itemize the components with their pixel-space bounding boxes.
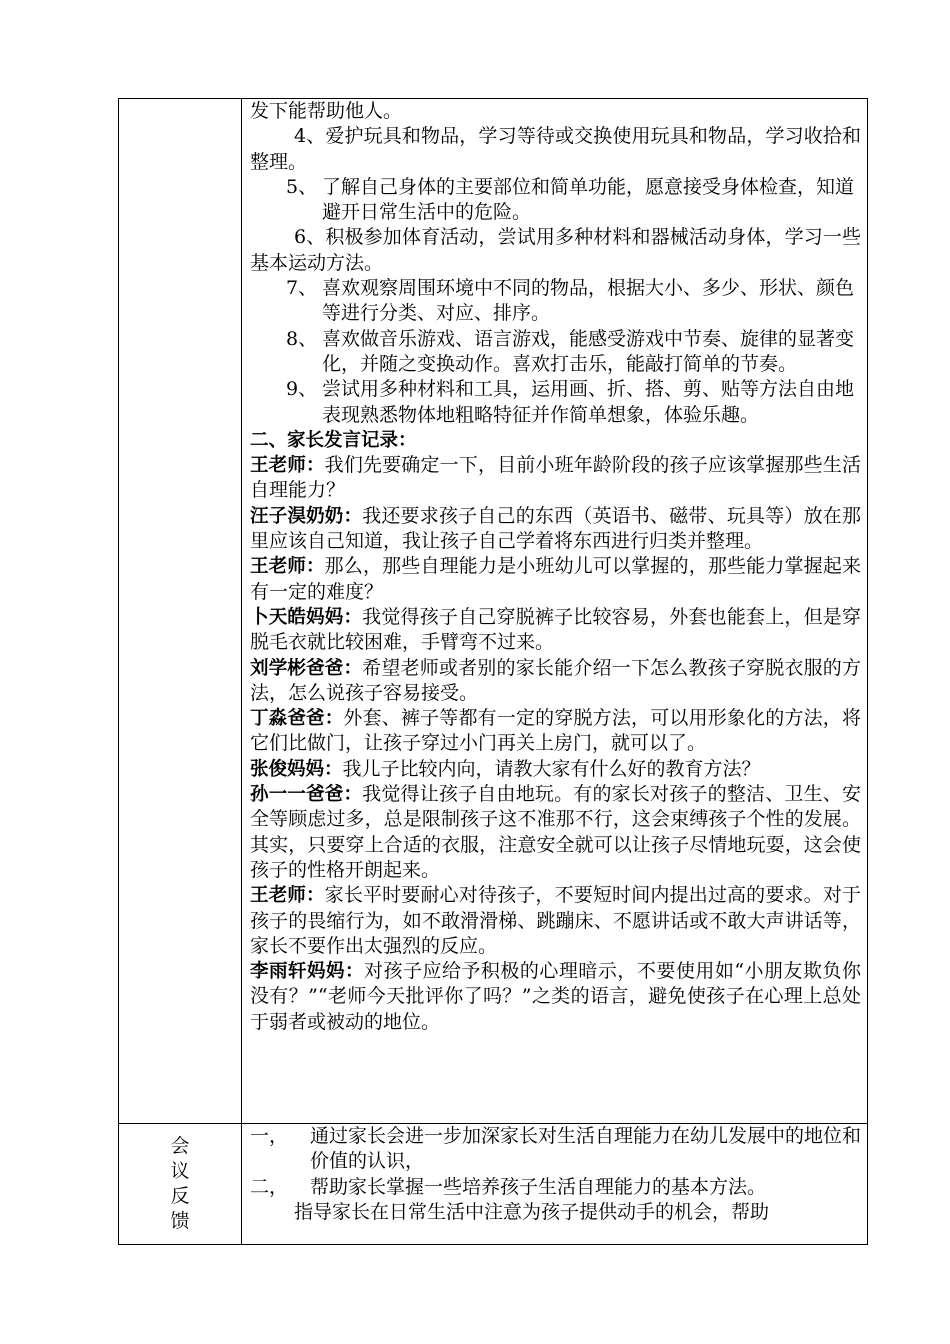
goal-item-7-text: 喜欢观察周围环境中不同的物品，根据大小、多少、形状、颜色等进行分类、对应、排序。 [322,277,855,325]
record-item [250,959,861,1035]
record-item [250,883,861,959]
speaker-name: 孙一一爸爸： [250,784,363,806]
feedback-label [119,1134,241,1234]
record-text: 我儿子比较内向，请教大家有什么好的教育方法？ [342,757,761,780]
record-item [250,554,861,605]
goal-item-9-number: 9、 [286,378,318,401]
record-item [250,453,861,504]
record-item [250,605,861,656]
goal-item-9 [250,377,861,428]
record-text: 我还要求孩子自己的东西（英语书、磁带、玩具等）放在那里应该自己知道，我让孩子自己学着将东西进行归类并整理。 [250,504,861,553]
record-text: 家长平时要耐心对待孩子，不要短时间内提出过高的要求。对于孩子的畏缩行为，如不敢滑滑梯、跳蹦床、不愿讲话或不敢大声讲话等，家长不要作出太强烈的反应。 [250,884,861,957]
record-item [250,757,861,782]
record-item [250,706,861,757]
speaker-name: 汪子淏奶奶： [250,505,363,527]
meeting-record-table [118,98,868,1245]
record-text: 外套、裤子等都有一定的穿脱方法，可以用形象化的方法，将它们比做门，让孩子穿过小门再关上房门，就可以了。 [250,707,861,755]
speaker-name: 丁淼爸爸： [250,708,344,730]
goal-item-8-text: 喜欢做音乐游戏、语言游戏，能感受游戏中节奏、旋律的显著变化，并随之变换动作。喜欢打击乐，能敲打简单的节奏。 [322,327,855,375]
feedback-item-2 [250,1175,861,1200]
speaker-name: 卜天皓妈妈： [250,606,363,628]
feedback-cell [250,1124,861,1225]
goal-item-8 [250,327,861,378]
record-text: 我们先要确定一下，目前小班年龄阶段的孩子应该掌握那些生活自理能力？ [250,454,861,502]
feedback-label-char: 议 [170,1160,190,1182]
record-text: 我觉得让孩子自由地玩。有的家长对孩子的整洁、卫生、安全等顾虑过多，总是限制孩子这不准那不行，这会束缚孩子个性的发展。其实，只要穿上合适的衣服，注意安全就可以让孩子尽情地玩耍，这会使孩子的性格开朗起来。 [250,783,861,881]
feedback-label-char: 反 [170,1185,190,1207]
feedback-item-1-text: 通过家长会进一步加深家长对生活自理能力在幼儿发展中的地位和价值的认识， [310,1125,862,1173]
record-text: 对孩子应给予积极的心理暗示，不要使用如“小朋友欺负你没有？”“老师今天批评你了吗？”之类的语言，避免使孩子在心理上总处于弱者或被动的地位。 [250,960,861,1033]
speaker-name: 王老师： [250,556,325,578]
goal-item-5 [250,175,861,226]
feedback-item-1 [250,1124,861,1175]
goal-item-5-number: 5、 [286,175,318,198]
record-text: 那么，那些自理能力是小班幼儿可以掌握的，那些能力掌握起来有一定的难度？ [250,555,861,603]
goal-item-7-number: 7、 [286,277,318,300]
goal-item-8-number: 8、 [286,327,318,350]
content-cell [250,99,861,1035]
feedback-continued: 指导家长在日常生活中注意为孩子提供动手的机会，帮助 [294,1200,770,1223]
feedback-item-2-text: 帮助家长掌握一些培养孩子生活自理能力的基本方法。 [310,1175,767,1198]
feedback-item-2-number: 二， [250,1175,289,1198]
record-item [250,504,861,555]
goal-line-continued: 发下能帮助他人。 [250,100,403,122]
record-item [250,782,861,883]
goal-item-5-text: 了解自己身体的主要部位和简单功能，愿意接受身体检查，知道避开日常生活中的危险。 [322,175,855,224]
speaker-name: 刘学彬爸爸： [250,657,363,679]
goal-item-4: 4、爱护玩具和物品，学习等待或交换使用玩具和物品，学习收拾和整理。 [250,125,861,173]
speaker-name: 张俊妈妈： [250,758,343,780]
section-title: 二、家长发言记录： [250,429,417,451]
column-divider [241,99,242,1244]
goal-item-7 [250,276,861,327]
speaker-name: 王老师： [250,885,325,907]
goal-item-9-text: 尝试用多种材料和工具，运用画、折、搭、剪、贴等方法自由地表现熟悉物体地粗略特征并作简单想象，体验乐趣。 [322,378,855,426]
speaker-name: 王老师： [250,455,325,477]
record-item [250,656,861,707]
feedback-item-1-number: 一， [250,1125,289,1147]
speaker-name: 李雨轩妈妈： [250,961,364,983]
feedback-label-char: 会 [170,1135,190,1157]
record-text: 我觉得孩子自己穿脱裤子比较容易，外套也能套上，但是穿脱毛衣就比较困难，手臂弯不过来。 [250,605,861,654]
goal-item-6: 6、积极参加体育活动，尝试用多种材料和器械活动身体，学习一些基本运动方法。 [250,226,861,274]
record-text: 希望老师或者别的家长能介绍一下怎么教孩子穿脱衣服的方法，怎么说孩子容易接受。 [250,656,861,704]
feedback-label-char: 馈 [170,1210,190,1232]
